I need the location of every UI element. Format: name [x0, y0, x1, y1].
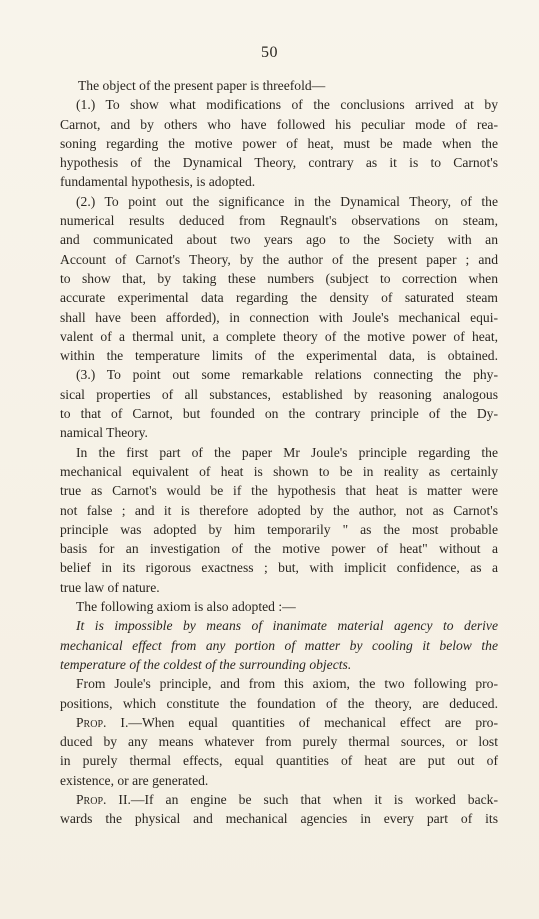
text-line: [76, 790, 498, 809]
text-line: to that of Carnot, but founded on the contrary principle of the Dy-: [60, 406, 498, 422]
proposition-1-text: —When equal quantities of mechanical effect are pro-: [128, 714, 498, 730]
text-line: positions, which constitute the foundation of the theory, are deduced.: [60, 695, 498, 711]
paragraph-aim-3: [60, 365, 498, 442]
text-line: principle was adopted by him temporarily " as the most probable: [60, 521, 498, 537]
text-line: [76, 713, 498, 732]
axiom-line: It is impossible by means of inanimate material agency to derive: [76, 618, 498, 634]
proposition-2-label: Prop. II.: [76, 791, 131, 807]
text-line: soning regarding the motive power of heat, must be made when the: [60, 135, 498, 151]
text-line: true law of nature.: [60, 579, 160, 595]
proposition-2-text: —If an engine be such that when it is worked back-: [130, 791, 498, 807]
text-line: shall have been afforded), in connection with Joule's mechanical equi-: [60, 309, 498, 325]
text-line: wards the physical and mechanical agencies in every part of its: [60, 811, 498, 827]
paragraph-aim-1: [60, 95, 498, 191]
text-line: fundamental hypothesis, is adopted.: [60, 174, 256, 190]
text-line: accurate experimental data regarding the density of saturated steam: [60, 290, 498, 306]
text-line: true as Carnot's would be if the hypothesis that heat is matter were: [60, 483, 498, 499]
text-line: belief in its rigorous exactness ; but, with implicit confidence, as a: [60, 560, 498, 576]
axiom-line: temperature of the coldest of the surrounding objects.: [60, 656, 352, 672]
paragraph-intro: [76, 76, 498, 95]
proposition-1: [60, 713, 498, 790]
axiom-line: mechanical effect from any portion of matter by cooling it below the: [60, 637, 498, 653]
text-line: The following axiom is also adopted :—: [76, 599, 296, 615]
proposition-1-label: Prop. I.: [76, 714, 129, 730]
text-line: (2.) To point out the significance in the Dynamical Theory, of the: [76, 193, 498, 209]
text-line: within the temperature limits of the experimental data, is obtained.: [60, 348, 498, 364]
text-line: numerical results deduced from Regnault's observations on steam,: [60, 213, 498, 229]
text-line: Carnot, and by others who have followed his peculiar mode of rea-: [60, 116, 498, 132]
text-line: From Joule's principle, and from this axiom, the two following pro-: [76, 676, 498, 692]
text-line: (1.) To show what modifications of the conclusions arrived at by: [76, 97, 498, 113]
paragraph-axiom-intro: [76, 597, 498, 616]
text-line: duced by any means whatever from purely thermal sources, or lost: [60, 734, 498, 750]
axiom-statement: [60, 616, 498, 674]
text-line: hypothesis of the Dynamical Theory, contrary as it is to Carnot's: [60, 155, 498, 171]
text-line: In the first part of the paper Mr Joule's principle regarding the: [76, 444, 498, 460]
body-text: [60, 76, 498, 829]
text-line: existence, or are generated.: [60, 772, 209, 788]
proposition-2: [60, 790, 498, 829]
text-line: sical properties of all substances, established by reasoning analogous: [60, 386, 498, 402]
text-line: (3.) To point out some remarkable relations connecting the phy-: [76, 367, 498, 383]
text-line: namical Theory.: [60, 425, 148, 441]
page-number: 50: [261, 44, 278, 61]
text-line: Account of Carnot's Theory, by the author of the present paper ; and: [60, 251, 498, 267]
text-line: to show that, by taking these numbers (subject to correction when: [60, 270, 498, 286]
paragraph-joule-principle: [60, 443, 498, 597]
paragraph-aim-2: [60, 192, 498, 366]
paragraph-propositions-intro: [60, 674, 498, 713]
text-line: The object of the present paper is threefold—: [78, 78, 326, 93]
text-line: basis for an investigation of the motive power of heat" without a: [60, 541, 498, 557]
text-line: not false ; and it is therefore adopted by the author, not as Carnot's: [60, 502, 498, 518]
text-line: valent of a thermal unit, a complete theory of the motive power of heat,: [60, 328, 498, 344]
text-line: and communicated about two years ago to the Society with an: [60, 232, 498, 248]
text-line: mechanical equivalent of heat is shown to be in reality as certainly: [60, 463, 498, 479]
text-line: in purely thermal effects, equal quantities of heat are put out of: [60, 753, 498, 769]
